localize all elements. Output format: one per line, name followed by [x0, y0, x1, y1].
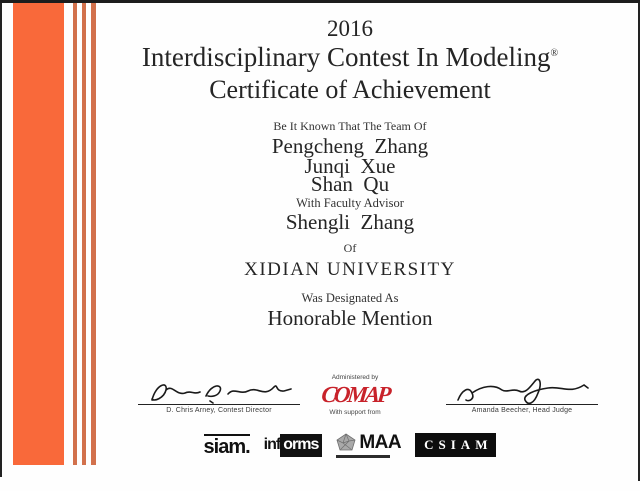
- support-from-label: With support from: [329, 409, 381, 416]
- designation-intro-label: Was Designated As: [301, 291, 399, 305]
- informs-logo: [264, 434, 323, 457]
- advisor-intro-label: With Faculty Advisor: [296, 196, 404, 210]
- institution-name: XIDIAN UNIVERSITY: [244, 259, 456, 280]
- signature-block-head-judge: [446, 376, 598, 414]
- designation-award: Honorable Mention: [267, 306, 433, 330]
- scan-edge-left: [0, 3, 2, 477]
- comap-logo: COMAP: [320, 382, 390, 407]
- border-stripe-thin: [82, 3, 86, 465]
- signature-caption-left: D. Chris Arney, Contest Director: [166, 407, 272, 414]
- certificate-subtitle: Certificate of Achievement: [209, 75, 491, 104]
- scan-edge-top: [0, 0, 640, 3]
- sponsor-logos-row: [100, 431, 600, 459]
- siam-logo: siam.: [203, 435, 250, 458]
- border-stripe-thin: [91, 3, 96, 465]
- signature-block-contest-director: [138, 378, 300, 414]
- border-stripe-wide: [13, 3, 64, 465]
- maa-logo: [336, 432, 401, 458]
- team-member: Shan Qu: [310, 172, 390, 196]
- signature-david-arney: [144, 378, 294, 406]
- maa-icosahedron-icon: [336, 433, 356, 453]
- registered-mark: ®: [550, 48, 559, 59]
- administered-by-block: [300, 374, 410, 416]
- signature-line: [446, 404, 598, 405]
- signature-line: [138, 404, 300, 405]
- informs-logo-boxed: orms: [280, 434, 322, 457]
- team-intro-label: Be It Known That The Team Of: [273, 119, 427, 133]
- of-label: Of: [343, 241, 357, 255]
- maa-caption-bar: [336, 455, 390, 458]
- contest-title: [100, 42, 600, 73]
- contest-title-text: Interdisciplinary Contest In Modeling: [141, 42, 551, 72]
- informs-logo-prefix: inf: [263, 436, 281, 453]
- team-member: Pengcheng Zhang: [271, 134, 429, 158]
- certificate-year: 2016: [327, 16, 373, 41]
- signature-amanda-beecher: [452, 376, 592, 406]
- team-member: Junqi Xue: [304, 154, 396, 178]
- advisor-name: Shengli Zhang: [285, 210, 415, 234]
- signature-caption-right: Amanda Beecher, Head Judge: [471, 407, 573, 414]
- maa-logo-text: MAA: [359, 432, 402, 453]
- csiam-logo: CSIAM: [415, 433, 496, 457]
- border-stripe-thin: [73, 3, 77, 465]
- administered-by-label: Administered by: [331, 374, 379, 381]
